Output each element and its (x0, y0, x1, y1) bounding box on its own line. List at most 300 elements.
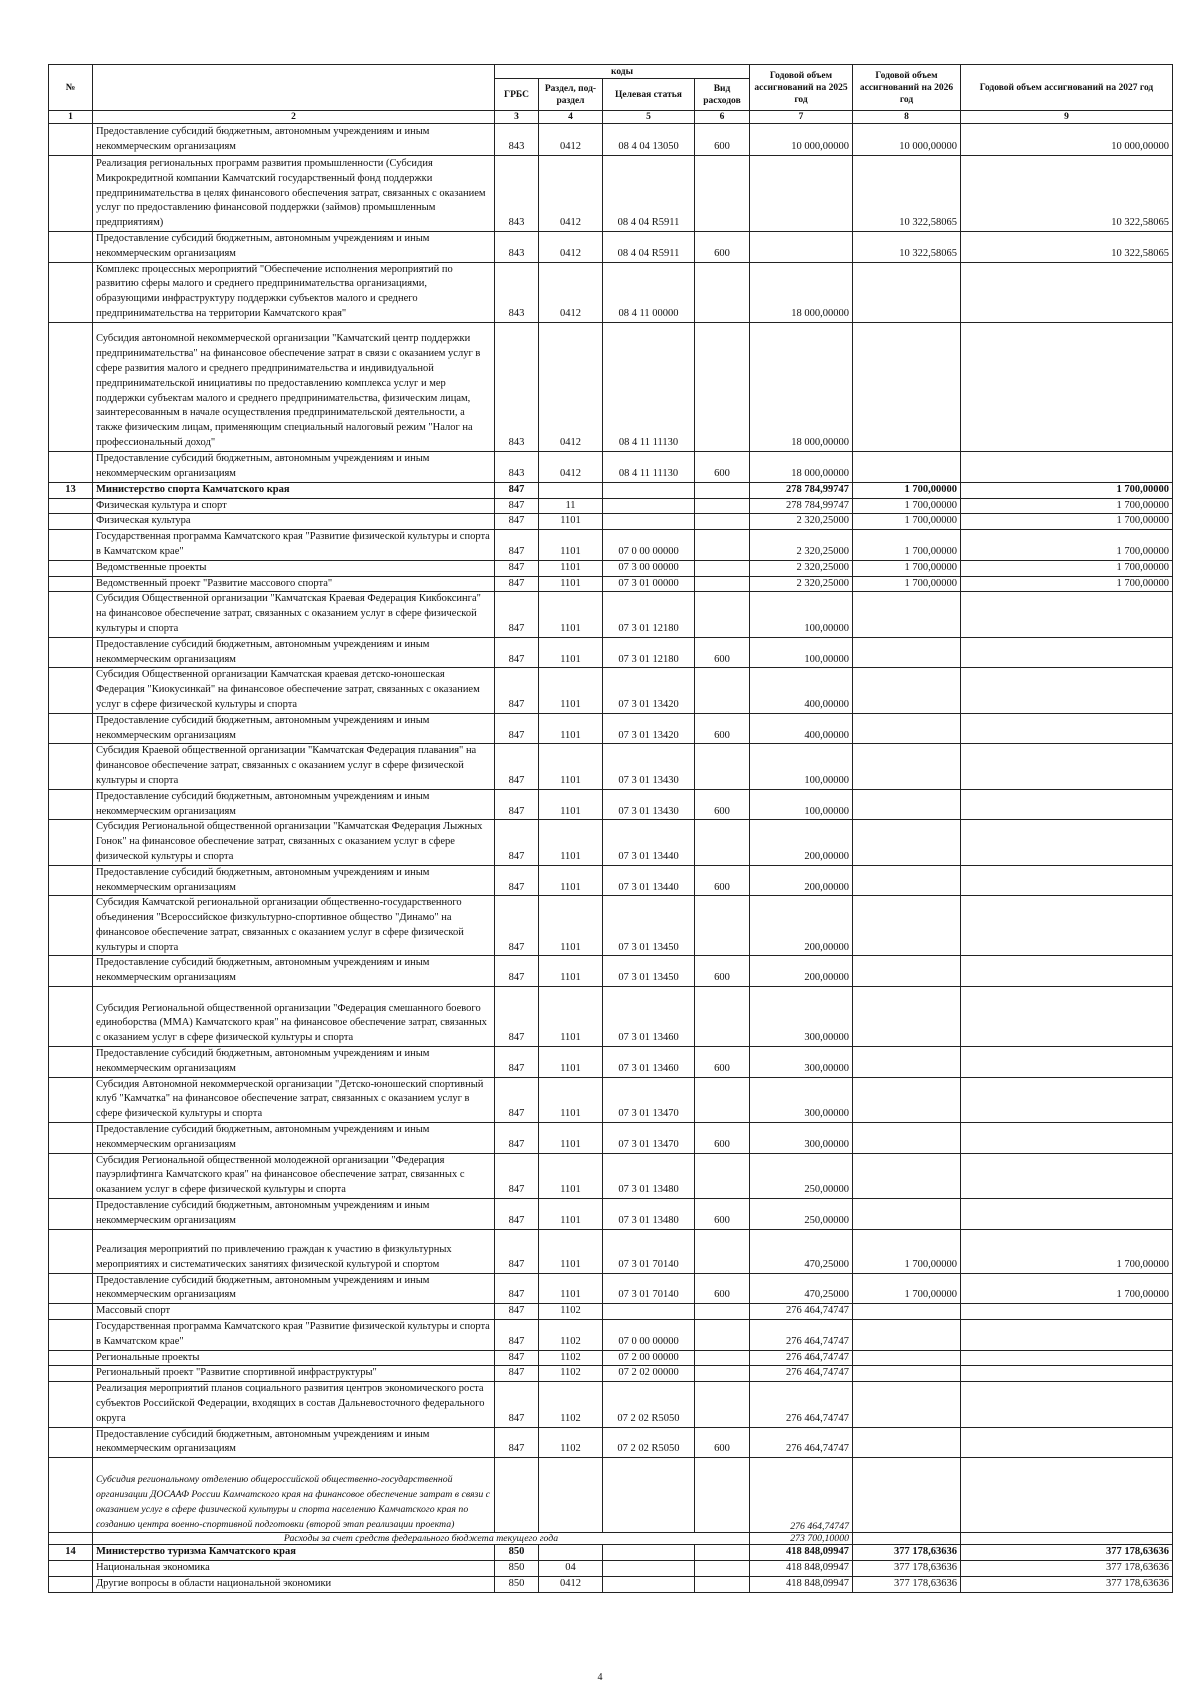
table-row (49, 1350, 1173, 1366)
table-row (49, 1077, 1173, 1122)
row-expense-type: 600 (695, 1047, 750, 1078)
row-target-article: 07 0 00 00000 (603, 1320, 695, 1351)
row-amount-2026: 1 700,00000 (853, 514, 961, 530)
row-amount-2025: 100,00000 (750, 744, 853, 789)
row-name: Субсидия региональному отделению общероссийской общественно-государственной организации ДОСААФ России Камчатского края на финансовое обеспечение затрат в связи с оказанием услуг в сфере физической культуры и спорта населению Камчатского края по созданию центра военно-спортивной подготовки (второй этап реализации проекта) (93, 1458, 495, 1533)
row-grbs: 847 (495, 560, 539, 576)
row-amount-2025: 278 784,99747 (750, 482, 853, 498)
row-section: 1101 (539, 1229, 603, 1273)
table-row (49, 987, 1173, 1047)
row-amount-2025: 200,00000 (750, 865, 853, 896)
row-expense-type: 600 (695, 713, 750, 744)
table-body (49, 124, 1173, 1458)
row-target-article: 07 3 01 13440 (603, 820, 695, 865)
row-number (49, 1350, 93, 1366)
row-grbs: 847 (495, 1304, 539, 1320)
row-amount-2025: 100,00000 (750, 789, 853, 820)
row-expense-type (695, 156, 750, 232)
row-target-article (603, 498, 695, 514)
header-codes: коды (495, 65, 750, 79)
row-amount-2027: 10 322,58065 (961, 232, 1173, 263)
row-grbs: 847 (495, 1153, 539, 1198)
table-row (49, 1304, 1173, 1320)
row-name: Субсидия Общественной организации Камчатская краевая детско-юношеская Федерация "Киокусинкай" на финансовое обеспечение затрат, связанных с оказанием услуг в сфере физической культуры и спорта (93, 668, 495, 713)
row-amount-2025: 100,00000 (750, 637, 853, 668)
table-row (49, 451, 1173, 482)
row-target-article: 07 2 02 00000 (603, 1366, 695, 1382)
row-section: 04 (539, 1561, 603, 1577)
row-number (49, 262, 93, 322)
row-number (49, 498, 93, 514)
row-name: Физическая культура (93, 514, 495, 530)
table-row (49, 820, 1173, 865)
col-index: 7 (750, 111, 853, 124)
row-expense-type: 600 (695, 451, 750, 482)
table-body-tail (49, 1545, 1173, 1592)
row-amount-2027: 1 700,00000 (961, 498, 1173, 514)
row-name: Расходы за счет средств федерального бюджета текущего года (93, 1533, 750, 1545)
row-amount-2027: 377 178,63636 (961, 1545, 1173, 1561)
table-row (49, 156, 1173, 232)
row-amount-2025: 18 000,00000 (750, 451, 853, 482)
row-name: Региональный проект "Развитие спортивной инфраструктуры" (93, 1366, 495, 1382)
row-expense-type (695, 744, 750, 789)
header-year-2025: Годовой объем ассигнований на 2025 год (750, 65, 853, 111)
row-target-article: 07 3 01 13460 (603, 1047, 695, 1078)
row-amount-2027 (961, 1153, 1173, 1198)
row-amount-2027 (961, 637, 1173, 668)
row-amount-2026 (853, 637, 961, 668)
row-amount-2027 (961, 592, 1173, 637)
row-amount-2025: 276 464,74747 (750, 1382, 853, 1427)
row-name: Физическая культура и спорт (93, 498, 495, 514)
row-expense-type: 600 (695, 1273, 750, 1304)
row-expense-type (695, 896, 750, 956)
row-amount-2025: 418 848,09947 (750, 1576, 853, 1592)
row-target-article (603, 1304, 695, 1320)
table-row (49, 482, 1173, 498)
row-name: Реализация мероприятий по привлечению граждан к участию в физкультурных мероприятиях и систематических занятиях физической культурой и спортом (93, 1229, 495, 1273)
row-target-article (603, 1545, 695, 1561)
row-grbs: 847 (495, 713, 539, 744)
row-section: 1101 (539, 576, 603, 592)
row-expense-type (695, 1229, 750, 1273)
table-row (49, 1123, 1173, 1154)
row-name: Комплекс процессных мероприятий "Обеспечение исполнения мероприятий по развитию сферы малого и среднего предпринимательства организациями, образующими инфраструктуру поддержки субъектов малого и среднего предпринимательства на территории Камчатского края" (93, 262, 495, 322)
table-row (49, 1199, 1173, 1230)
row-number (49, 865, 93, 896)
row-name: Предоставление субсидий бюджетным, автономным учреждениям и иным некоммерческим организациям (93, 956, 495, 987)
col-index: 1 (49, 111, 93, 124)
row-grbs: 847 (495, 1366, 539, 1382)
row-amount-2027 (961, 1047, 1173, 1078)
row-amount-2027: 10 000,00000 (961, 124, 1173, 156)
row-number: 13 (49, 482, 93, 498)
row-number (49, 956, 93, 987)
row-section: 1101 (539, 1199, 603, 1230)
row-name: Национальная экономика (93, 1561, 495, 1577)
row-amount-2026: 1 700,00000 (853, 576, 961, 592)
row-amount-2027: 1 700,00000 (961, 560, 1173, 576)
row-section: 0412 (539, 232, 603, 263)
row-amount-2026: 10 322,58065 (853, 156, 961, 232)
row-section: 1101 (539, 987, 603, 1047)
row-expense-type (695, 1366, 750, 1382)
row-name: Реализация региональных программ развития промышленности (Субсидия Микрокредитной компании Камчатский государственный фонд поддержки предпринимательства в целях финансового обеспечения затрат, связанных с оказанием услуг по предоставлению финансовой поддержки (займов) промышленным предприятиям) (93, 156, 495, 232)
row-expense-type: 600 (695, 789, 750, 820)
row-expense-type (695, 1561, 750, 1577)
row-amount-2027 (961, 1382, 1173, 1427)
row-amount-2026 (853, 789, 961, 820)
row-name: Предоставление субсидий бюджетным, автономным учреждениям и иным некоммерческим организациям (93, 232, 495, 263)
row-amount-2025: 276 464,74747 (750, 1350, 853, 1366)
row-section (539, 482, 603, 498)
row-expense-type (695, 668, 750, 713)
row-amount-2027 (961, 865, 1173, 896)
row-expense-type: 600 (695, 956, 750, 987)
row-amount-2026: 377 178,63636 (853, 1576, 961, 1592)
table-row (49, 498, 1173, 514)
row-number (49, 1576, 93, 1592)
row-section: 0412 (539, 262, 603, 322)
row-target-article: 07 3 00 00000 (603, 560, 695, 576)
row-amount-2025: 18 000,00000 (750, 322, 853, 451)
row-target-article: 07 2 02 R5050 (603, 1427, 695, 1458)
row-grbs: 847 (495, 498, 539, 514)
row-section: 1102 (539, 1366, 603, 1382)
row-expense-type (695, 1077, 750, 1122)
row-section: 1102 (539, 1382, 603, 1427)
row-section: 1101 (539, 1077, 603, 1122)
row-grbs: 847 (495, 1229, 539, 1273)
row-name: Субсидия автономной некоммерческой организации "Камчатский центр поддержки предпринимательства" на финансовое обеспечение затрат в связи с оказанием услуг в сфере развития малого и среднего предпринимательства и индивидуальной предпринимательской инициативы по предоставлению комплекса услуг и мер поддержки субъектам малого и среднего предпринимательства, физическим лицам, заинтересованным в начале осуществления предпринимательской деятельности, а также физическим лицам, применяющим специальный налоговый режим "Налог на профессиональный доход" (93, 322, 495, 451)
row-amount-2025: 250,00000 (750, 1199, 853, 1230)
row-grbs: 847 (495, 820, 539, 865)
table-row (49, 1320, 1173, 1351)
row-grbs: 847 (495, 592, 539, 637)
row-number (49, 1304, 93, 1320)
row-number (49, 1366, 93, 1382)
row-amount-2025: 276 464,74747 (750, 1304, 853, 1320)
row-target-article: 07 3 01 00000 (603, 576, 695, 592)
row-amount-2025: 300,00000 (750, 1123, 853, 1154)
row-amount-2027 (961, 1366, 1173, 1382)
row-target-article: 07 0 00 00000 (603, 530, 695, 561)
row-amount-2025 (750, 232, 853, 263)
row-section: 1101 (539, 865, 603, 896)
col-index: 2 (93, 111, 495, 124)
row-target-article: 08 4 04 R5911 (603, 156, 695, 232)
row-section: 1102 (539, 1304, 603, 1320)
row-amount-2026 (853, 820, 961, 865)
row-amount-2026 (853, 896, 961, 956)
row-number (49, 560, 93, 576)
table-row (49, 1382, 1173, 1427)
row-name: Предоставление субсидий бюджетным, автономным учреждениям и иным некоммерческим организациям (93, 124, 495, 156)
row-amount-2026 (853, 1047, 961, 1078)
row-amount-2026 (853, 1077, 961, 1122)
row-target-article (603, 514, 695, 530)
row-section: 1102 (539, 1427, 603, 1458)
row-amount-2027 (961, 451, 1173, 482)
row-grbs: 847 (495, 482, 539, 498)
row-expense-type (695, 1576, 750, 1592)
row-grbs: 847 (495, 1047, 539, 1078)
row-name: Субсидия Камчатской региональной организации общественно-государственного объединения "Всероссийское физкультурно-спортивное общество "Динамо" на финансовое обеспечение затрат, связанных с оказанием услуг в сфере физической культуры и спорта (93, 896, 495, 956)
row-amount-2026 (853, 1366, 961, 1382)
row-amount-2025: 470,25000 (750, 1229, 853, 1273)
row-number (49, 576, 93, 592)
row-name: Государственная программа Камчатского края "Развитие физической культуры и спорта в Камчатском крае" (93, 530, 495, 561)
row-section: 1101 (539, 789, 603, 820)
row-amount-2027 (961, 1123, 1173, 1154)
header-year-2026: Годовой объем ассигнований на 2026 год (853, 65, 961, 111)
row-section: 1101 (539, 637, 603, 668)
row-grbs: 847 (495, 1382, 539, 1427)
row-target-article: 07 2 00 00000 (603, 1350, 695, 1366)
row-amount-2025: 2 320,25000 (750, 530, 853, 561)
header-grbs: ГРБС (495, 79, 539, 111)
table-row (49, 713, 1173, 744)
row-number (49, 668, 93, 713)
table-row (49, 1229, 1173, 1273)
row-section: 1101 (539, 1123, 603, 1154)
row-grbs: 850 (495, 1561, 539, 1577)
row-grbs: 847 (495, 637, 539, 668)
row-grbs: 847 (495, 1320, 539, 1351)
table-row (49, 1545, 1173, 1561)
row-amount-2027 (961, 789, 1173, 820)
row-section: 1101 (539, 560, 603, 576)
row-amount-2027 (961, 262, 1173, 322)
row-expense-type: 600 (695, 637, 750, 668)
row-target-article: 07 3 01 13450 (603, 956, 695, 987)
row-number (49, 789, 93, 820)
row-amount-2026 (853, 668, 961, 713)
table-row (49, 576, 1173, 592)
row-amount-2027: 1 700,00000 (961, 1229, 1173, 1273)
row-target-article (603, 1561, 695, 1577)
row-amount-2025: 278 784,99747 (750, 498, 853, 514)
table-row (49, 560, 1173, 576)
row-name: Субсидия Региональной общественной организации "Камчатская Федерация Лыжных Гонок" на финансовое обеспечение затрат, связанных с оказанием услуг в сфере физической культуры и спорта (93, 820, 495, 865)
row-number (49, 592, 93, 637)
row-amount-2026 (853, 744, 961, 789)
table-row (49, 1427, 1173, 1458)
row-amount-2025: 2 320,25000 (750, 560, 853, 576)
row-grbs: 847 (495, 865, 539, 896)
row-number (49, 1382, 93, 1427)
row-expense-type (695, 322, 750, 451)
row-amount-2026: 10 322,58065 (853, 232, 961, 263)
row-section: 1101 (539, 1153, 603, 1198)
header-section: Раздел, под-раздел (539, 79, 603, 111)
row-target-article: 08 4 11 11130 (603, 322, 695, 451)
row-amount-2027: 1 700,00000 (961, 576, 1173, 592)
row-amount-2025: 300,00000 (750, 1077, 853, 1122)
table-row (49, 1273, 1173, 1304)
row-name: Предоставление субсидий бюджетным, автономным учреждениям и иным некоммерческим организациям (93, 865, 495, 896)
row-amount-2025: 200,00000 (750, 820, 853, 865)
header-expense-type: Вид расходов (695, 79, 750, 111)
note-block (49, 1458, 1173, 1545)
budget-sheet (48, 64, 1172, 1593)
row-expense-type (695, 560, 750, 576)
row-target-article: 07 3 01 13470 (603, 1077, 695, 1122)
row-amount-2025: 18 000,00000 (750, 262, 853, 322)
row-grbs: 847 (495, 1199, 539, 1230)
col-index: 4 (539, 111, 603, 124)
row-section: 1101 (539, 1273, 603, 1304)
row-expense-type: 600 (695, 1427, 750, 1458)
page-number: 4 (597, 1672, 603, 1683)
row-name: Субсидия Региональной общественной организации "Федерация смешанного боевого единоборства (ММА) Камчатского края" на финансовое обеспечение затрат, связанных с оказанием услуг в сфере физической культуры и спорта (93, 987, 495, 1047)
row-section: 0412 (539, 156, 603, 232)
row-target-article (603, 482, 695, 498)
table-row (49, 1561, 1173, 1577)
row-target-article: 07 3 01 70140 (603, 1229, 695, 1273)
table-row (49, 124, 1173, 156)
col-index: 8 (853, 111, 961, 124)
row-expense-type (695, 1153, 750, 1198)
row-grbs: 847 (495, 514, 539, 530)
row-name: Предоставление субсидий бюджетным, автономным учреждениям и иным некоммерческим организациям (93, 1273, 495, 1304)
table-row (49, 530, 1173, 561)
row-amount-2025: 418 848,09947 (750, 1561, 853, 1577)
row-target-article (603, 1576, 695, 1592)
row-section: 0412 (539, 124, 603, 156)
row-grbs: 847 (495, 1123, 539, 1154)
row-section: 1101 (539, 896, 603, 956)
table-row (49, 1153, 1173, 1198)
row-section: 1101 (539, 820, 603, 865)
row-amount-2025: 276 464,74747 (750, 1320, 853, 1351)
row-grbs: 843 (495, 262, 539, 322)
row-target-article: 07 3 01 13430 (603, 744, 695, 789)
row-grbs: 843 (495, 322, 539, 451)
row-name: Предоставление субсидий бюджетным, автономным учреждениям и иным некоммерческим организациям (93, 1427, 495, 1458)
row-section: 0412 (539, 322, 603, 451)
row-expense-type (695, 1350, 750, 1366)
row-amount-2027: 1 700,00000 (961, 530, 1173, 561)
row-grbs: 847 (495, 1273, 539, 1304)
table-row (49, 1458, 1173, 1533)
row-section: 1101 (539, 713, 603, 744)
row-expense-type (695, 1320, 750, 1351)
row-amount-2027 (961, 1427, 1173, 1458)
row-amount-2027 (961, 713, 1173, 744)
row-amount-2027: 377 178,63636 (961, 1576, 1173, 1592)
table-row (49, 514, 1173, 530)
row-target-article: 08 4 11 00000 (603, 262, 695, 322)
row-amount-2027 (961, 1304, 1173, 1320)
row-grbs: 847 (495, 530, 539, 561)
header-year-2027: Годовой объем ассигнований на 2027 год (961, 65, 1173, 111)
row-expense-type (695, 987, 750, 1047)
row-grbs: 850 (495, 1576, 539, 1592)
row-amount-2025: 276 464,74747 (750, 1458, 853, 1533)
row-grbs: 847 (495, 1077, 539, 1122)
row-name: Предоставление субсидий бюджетным, автономным учреждениям и иным некоммерческим организациям (93, 1123, 495, 1154)
row-section: 11 (539, 498, 603, 514)
row-name: Предоставление субсидий бюджетным, автономным учреждениям и иным некоммерческим организациям (93, 789, 495, 820)
row-amount-2027 (961, 956, 1173, 987)
row-name: Предоставление субсидий бюджетным, автономным учреждениям и иным некоммерческим организациям (93, 1047, 495, 1078)
col-index: 9 (961, 111, 1173, 124)
row-amount-2026: 1 700,00000 (853, 1273, 961, 1304)
budget-table (48, 64, 1173, 1593)
row-grbs: 847 (495, 668, 539, 713)
row-expense-type (695, 576, 750, 592)
row-amount-2026: 1 700,00000 (853, 482, 961, 498)
row-name: Другие вопросы в области национальной экономики (93, 1576, 495, 1592)
row-number (49, 1273, 93, 1304)
row-number (49, 322, 93, 451)
row-target-article: 07 3 01 13460 (603, 987, 695, 1047)
row-name: Массовый спорт (93, 1304, 495, 1320)
row-amount-2025: 470,25000 (750, 1273, 853, 1304)
table-row (49, 1533, 1173, 1545)
row-expense-type (695, 514, 750, 530)
row-expense-type (695, 262, 750, 322)
row-amount-2026: 1 700,00000 (853, 560, 961, 576)
row-target-article: 07 3 01 13480 (603, 1153, 695, 1198)
row-amount-2025 (750, 156, 853, 232)
row-target-article: 07 3 01 13470 (603, 1123, 695, 1154)
row-name: Предоставление субсидий бюджетным, автономным учреждениям и иным некоммерческим организациям (93, 451, 495, 482)
row-expense-type (695, 592, 750, 637)
header-name (93, 65, 495, 111)
row-grbs: 847 (495, 956, 539, 987)
col-index: 6 (695, 111, 750, 124)
row-amount-2026 (853, 987, 961, 1047)
table-row (49, 865, 1173, 896)
row-amount-2025: 2 320,25000 (750, 576, 853, 592)
row-section (539, 1545, 603, 1561)
row-target-article: 08 4 04 13050 (603, 124, 695, 156)
row-expense-type: 600 (695, 865, 750, 896)
row-expense-type (695, 530, 750, 561)
table-row (49, 637, 1173, 668)
row-grbs: 843 (495, 451, 539, 482)
col-index: 5 (603, 111, 695, 124)
row-section: 1101 (539, 530, 603, 561)
row-number (49, 1153, 93, 1198)
row-number (49, 744, 93, 789)
row-amount-2026: 1 700,00000 (853, 1229, 961, 1273)
row-number (49, 637, 93, 668)
row-amount-2027 (961, 1199, 1173, 1230)
row-target-article: 07 3 01 13430 (603, 789, 695, 820)
row-amount-2025: 200,00000 (750, 956, 853, 987)
row-section: 0412 (539, 1576, 603, 1592)
row-amount-2025: 276 464,74747 (750, 1427, 853, 1458)
row-target-article: 07 3 01 13420 (603, 713, 695, 744)
row-amount-2025: 418 848,09947 (750, 1545, 853, 1561)
row-expense-type (695, 820, 750, 865)
table-row (49, 232, 1173, 263)
row-number (49, 530, 93, 561)
row-section: 1101 (539, 592, 603, 637)
row-name: Министерство спорта Камчатского края (93, 482, 495, 498)
row-expense-type: 600 (695, 1123, 750, 1154)
row-expense-type (695, 1382, 750, 1427)
row-amount-2027: 1 700,00000 (961, 1273, 1173, 1304)
row-grbs: 843 (495, 124, 539, 156)
row-amount-2026 (853, 1350, 961, 1366)
row-expense-type (695, 1304, 750, 1320)
row-number (49, 820, 93, 865)
